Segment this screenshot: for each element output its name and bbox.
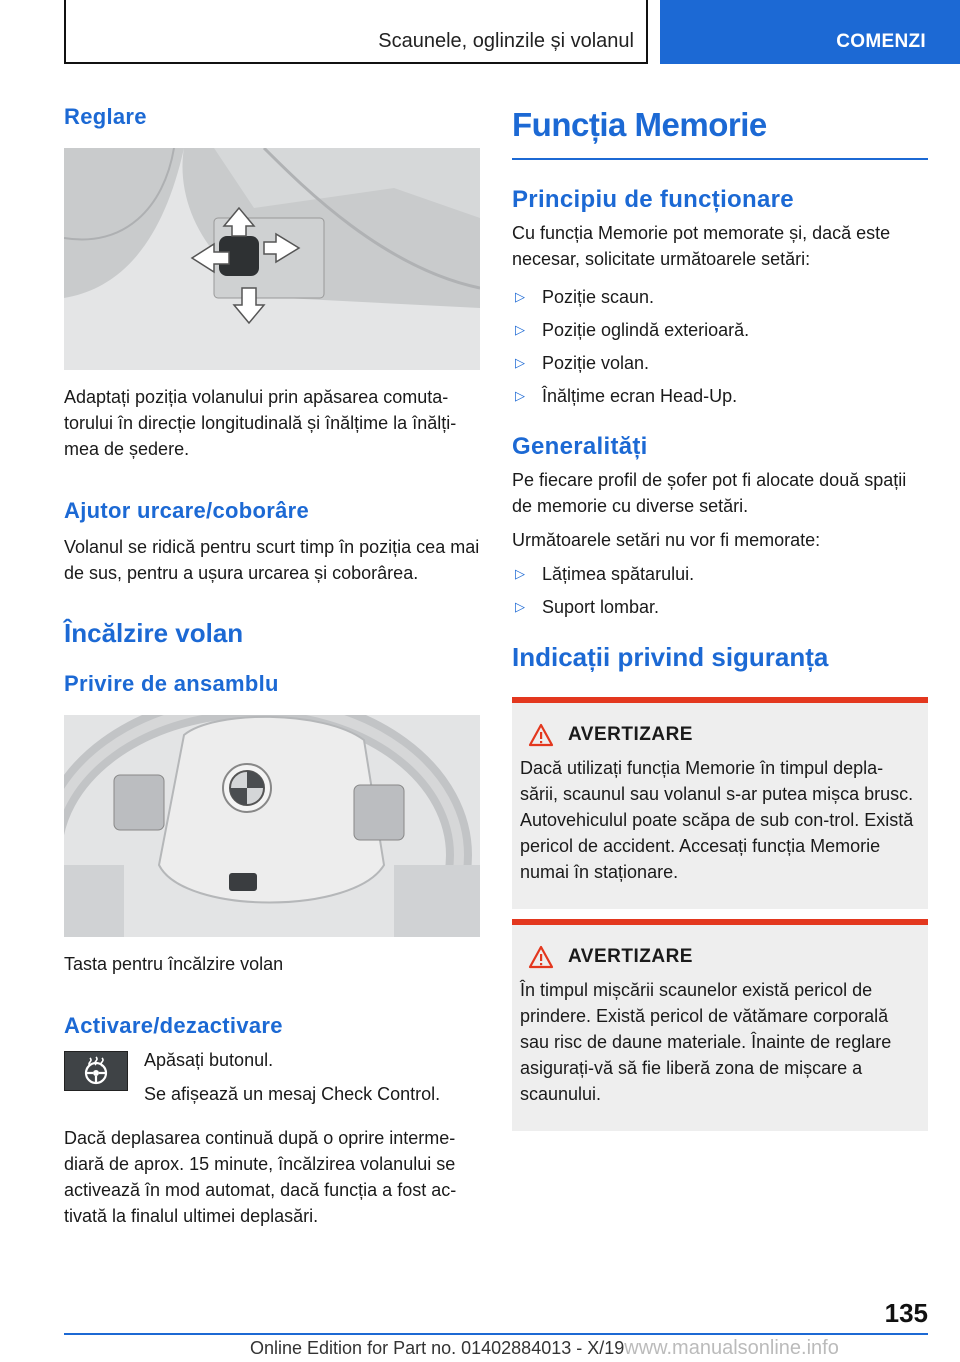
activare-step2: Se afișează un mesaj Check Control. [144,1084,441,1104]
bullet-triangle-icon: ▷ [515,289,525,304]
heading-generalitati: Generalități [512,433,648,460]
heading-incalzire: Încălzire volan [64,618,244,648]
left-column [64,96,482,1229]
edition-text: Online Edition for Part no. 01402884013 - X/19 [250,1338,625,1358]
warning-tag: AVERTIZARE [568,946,693,967]
heading-privire: Privire de ansamblu [64,671,279,696]
bullet-triangle-icon: ▷ [515,322,525,337]
warning-box [512,919,928,1131]
page-header [0,0,960,64]
warning-head [520,945,920,969]
warning-head [520,723,920,747]
bullet-triangle-icon: ▷ [515,388,525,403]
bullet-triangle-icon: ▷ [515,599,525,614]
list-item: ▷ Poziție scaun. [512,284,928,310]
generalitati-list [512,561,928,620]
heading-functia-memorie: Funcția Memorie [512,106,767,143]
ajutor-text: Volanul se ridică pentru scurt timp în poziția cea mai de sus, pentru a ușura urcarea și coborârea. [64,537,480,583]
warning-box [512,697,928,909]
warning-triangle-icon [528,945,554,969]
chapter-title: Scaunele, oglinzile și volanul [378,30,634,52]
list-item: ▷ Poziție oglindă exterioară. [512,317,928,343]
activare-text: Dacă deplasarea continuă după o oprire interme-diară de aprox. 15 minute, încălzirea volanului se activează în mod automat, dacă funcția a fost ac-tivată la finalul ultimei deplasări. [64,1128,457,1226]
section-tab-label: COMENZI [836,31,926,52]
heading-reglare: Reglare [64,104,147,129]
reglare-text: Adaptați poziția volanului prin apăsarea comuta-torului în direcție longitudinală și înălțime la înălți-mea de ședere. [64,387,457,459]
list-item: ▷ Înălțime ecran Head-Up. [512,383,928,409]
footer-edition [250,1337,839,1360]
watermark-text: www.manualsonline.info [624,1337,839,1359]
heading-activare: Activare/dezactivare [64,1013,283,1038]
list-item: ▷ Lățimea spătarului. [512,561,928,587]
steering-adjust-illustration [64,148,480,370]
warning-triangle-icon [528,723,554,747]
activare-step1: Apăsați butonul. [144,1050,274,1070]
bullet-triangle-icon: ▷ [515,355,525,370]
generalitati-text2: Următoarele setări nu vor fi memorate: [512,530,821,550]
heading-indicatii: Indicații privind siguranța [512,642,829,672]
warning-text: Dacă utilizați funcția Memorie în timpul depla-sării, scaunul sau volanul s-ar putea mișca brusc. Autovehiculul poate scăpa de sub con-trol. Există pericol de accident. Accesați funcția Memorie numai în staționare. [520,758,914,882]
list-item: ▷ Suport lombar. [512,594,928,620]
principiu-list [512,284,928,409]
heading-principiu: Principiu de funcționare [512,186,794,213]
bullet-triangle-icon: ▷ [515,566,525,581]
steering-wheel-illustration [64,715,480,937]
heading-ajutor: Ajutor urcare/coborâre [64,498,310,523]
steering-wheel-drawing [64,715,480,937]
list-item: ▷ Poziție volan. [512,350,928,376]
warning-tag: AVERTIZARE [568,724,693,745]
principiu-text: Cu funcția Memorie pot memorate și, dacă este necesar, solicitate următoarele setări: [512,223,891,269]
section-tab[interactable] [660,0,960,64]
page-number: 135 [884,1298,928,1328]
right-column [512,96,928,1131]
activare-step [64,1051,482,1107]
steering-column-drawing [64,148,480,370]
heated-steering-wheel-icon [64,1051,128,1091]
chapter-box [64,0,648,64]
caption-tasta: Tasta pentru încălzire volan [64,954,284,974]
heading-rule [512,158,928,160]
warning-text: În timpul mișcării scaunelor există pericol de prindere. Există pericol de vătămare corporală sau risc de daune materiale. Înainte de reglare asigurați-vă să fie liberă zona de mișcare a scaunului. [520,980,892,1104]
footer-rule [64,1333,928,1335]
generalitati-text1: Pe fiecare profil de șofer pot fi alocate două spații de memorie cu diverse setări. [512,470,907,516]
